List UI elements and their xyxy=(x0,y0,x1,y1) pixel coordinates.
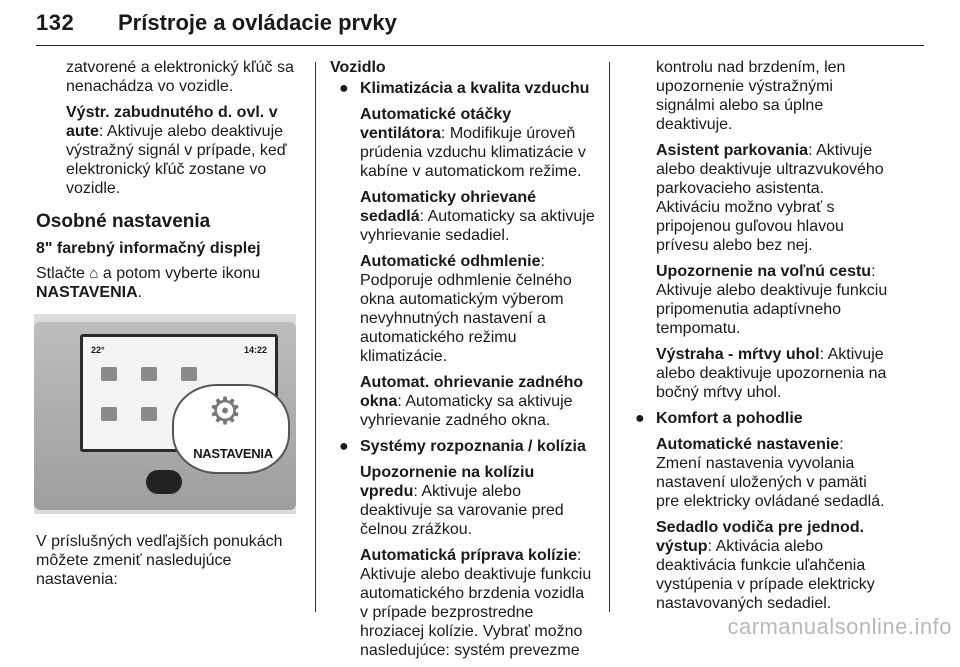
app-icon xyxy=(101,407,117,421)
clock-readout: 14:22 xyxy=(243,345,267,355)
page-header xyxy=(36,4,936,44)
settings-callout xyxy=(172,384,290,474)
bullet-item: ● Klimatizácia a kvalita vzduchu xyxy=(339,80,590,97)
callout-label: NASTAVENIA xyxy=(193,446,273,461)
bullet-item: ● Komfort a pohodlie xyxy=(635,410,803,427)
setting-item: Automatické otáčky ventilátora: Modifikuje úroveň prúdenia vzduchu klimatizácie v kabíne v automatickom režime. xyxy=(360,106,586,180)
bullet-dot: ● xyxy=(339,438,349,455)
page-number: 132 xyxy=(36,10,75,35)
column-middle xyxy=(330,58,596,667)
watermark[interactable]: carmanualsonline.info xyxy=(727,614,952,639)
group-label: Vozidlo xyxy=(330,59,386,76)
term: Výstr. zabudnutého d. ovl. v aute xyxy=(66,104,278,140)
setting-item: Automatická príprava kolízie: Aktivuje alebo deaktivuje funkciu automatického brzdenia vozidla v prípade bezprostredne hroziacej kolízie. Vybrať možno nasledujúce: systém prevezme xyxy=(360,547,592,659)
paragraph: zatvorené a elektronický kľúč sa nenachádza vo vozidle. xyxy=(66,59,294,95)
bullet-dot: ● xyxy=(339,80,349,97)
column-divider xyxy=(315,62,316,612)
bullet-item: ● Systémy rozpoznania / kolízia xyxy=(339,438,586,455)
paragraph: Stlačte ⌂ a potom vyberte ikonu NASTAVENIA. xyxy=(36,265,261,301)
setting-item: Automatické nastavenie: Zmení nastavenia vyvolania nastavení uložených v pamäti pre elektricky ovládané sedadlá. xyxy=(656,436,885,510)
column-right xyxy=(626,58,888,620)
gear-icon: ⚙ xyxy=(208,391,243,433)
app-icon xyxy=(141,367,157,381)
setting-item: Asistent parkovania: Aktivuje alebo deaktivuje ultrazvukového parkovacieho asistenta. Aktiváciu možno vybrať s pripojenou guľovou hlavou prívesu alebo bez nej. xyxy=(656,142,884,254)
app-icon xyxy=(141,407,157,421)
app-icon xyxy=(101,367,117,381)
column-divider xyxy=(609,62,610,612)
setting-item: Upozornenie na voľnú cestu: Aktivuje alebo deaktivuje funkciu pripomenutia adaptívneho tempomatu. xyxy=(656,263,888,337)
app-icon xyxy=(181,367,197,381)
setting-item: Automaticky ohrievané sedadlá: Automaticky sa aktivuje vyhrievanie sedadiel. xyxy=(360,189,595,244)
setting-item: Sedadlo vodiča pre jednod. výstup: Aktivácia alebo deaktivácia funkcie uľahčenia vystúpenia v prípade elektricky nastavovaných sedadiel. xyxy=(656,519,875,612)
term: NASTAVENIA xyxy=(36,284,138,301)
control-knob xyxy=(146,470,182,494)
temperature-readout: 22° xyxy=(91,345,105,355)
home-icon: ⌂ xyxy=(89,265,99,282)
term-description: : Aktivuje alebo deaktivuje výstražný signál v prípade, keď elektronický kľúč zostane vo vozidle. xyxy=(66,123,287,197)
section-heading: Osobné nastavenia xyxy=(36,211,211,232)
paragraph: V príslušných vedľajších ponukách môžete zmeniť nasledujúce nastavenia: xyxy=(36,533,283,588)
infotainment-display-image xyxy=(34,314,296,514)
paragraph xyxy=(36,103,304,198)
setting-item: Upozornenie na kolíziu vpredu: Aktivuje alebo deaktivuje sa varovanie pred čelnou zrážkou. xyxy=(360,464,564,538)
setting-item: Automatické odhmlenie: Podporuje odhmlenie čelného okna automatickým výberom nevyhnutných nastavení a automatického režimu klimatizácie. xyxy=(360,253,572,365)
paragraph: kontrolu nad brzdením, len upozornenie výstražnými signálmi alebo sa úplne deaktivuje. xyxy=(656,59,846,133)
page-title: Prístroje a ovládacie prvky xyxy=(118,10,397,35)
column-left xyxy=(36,58,304,596)
sub-heading: 8" farebný informačný displej xyxy=(36,240,261,257)
bullet-dot: ● xyxy=(635,410,645,427)
setting-item: Automat. ohrievanie zadného okna: Automaticky sa aktivuje vyhrievanie zadného okna. xyxy=(360,374,584,429)
header-rule xyxy=(36,45,924,46)
setting-item: Výstraha - mŕtvy uhol: Aktivuje alebo deaktivuje upozornenia na bočný mŕtvy uhol. xyxy=(656,346,887,401)
